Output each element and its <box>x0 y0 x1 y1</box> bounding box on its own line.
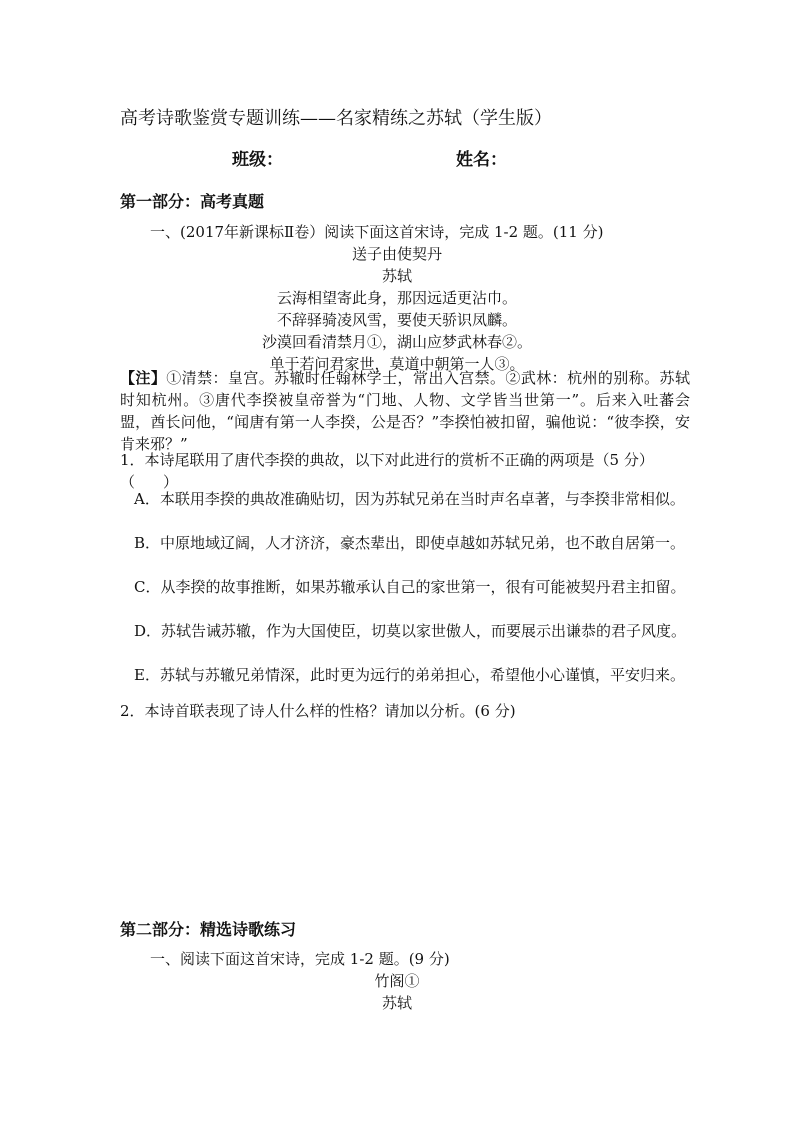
part2-poem-author: 苏轼 <box>381 994 412 1012</box>
part1-poem-line-3: 沙漠回看清禁月①，湖山应梦武林春②。 <box>261 333 532 351</box>
option-d: D．苏轼告诫苏辙，作为大国使臣，切莫以家世傲人，而要展示出谦恭的君子风度。 <box>134 622 687 640</box>
note-label: 【注】 <box>120 369 167 387</box>
option-c: C．从李揆的故事推断，如果苏辙承认自己的家世第一，很有可能被契丹君主扣留。 <box>134 578 686 596</box>
note-text: ①清禁：皇宫。苏辙时任翰林学士，常出入宫禁。②武林：杭州的别称。苏轼时知杭州。③唐代李揆被皇帝誉为“门地、人物、文学皆当世第一”。后来入吐蕃会盟，酋长问他，“闻唐有第一人李揆，公是否？”李揆怕被扣留，骗他说：“彼李揆，安肯来邪？” <box>120 369 690 453</box>
part1-question-intro: 一、(2017年新课标Ⅱ卷）阅读下面这首宋诗，完成 1-2 题。(11 分) <box>150 223 604 241</box>
part2-question-intro: 一、阅读下面这首宋诗，完成 1-2 题。(9 分) <box>150 950 450 968</box>
question-2: 2．本诗首联表现了诗人什么样的性格？请加以分析。(6 分) <box>120 702 516 720</box>
part1-heading: 第一部分：高考真题 <box>120 192 265 211</box>
part2-poem-title: 竹阁① <box>374 972 420 990</box>
option-e: E．苏轼与苏辙兄弟情深，此时更为远行的弟弟担心，希望他小心谨慎，平安归来。 <box>134 666 685 684</box>
option-b: B．中原地域辽阔，人才济济，豪杰辈出，即使卓越如苏轼兄弟，也不敢自居第一。 <box>134 534 686 552</box>
question-1-stem: 1．本诗尾联用了唐代李揆的典故，以下对此进行的赏析不正确的两项是（5 分） <box>120 451 654 469</box>
question-1 <box>120 449 690 493</box>
part1-poem-title: 送子由使契丹 <box>351 245 442 263</box>
document-title: 高考诗歌鉴赏专题训练——名家精练之苏轼（学生版） <box>120 108 552 129</box>
answer-paren: （ ） <box>120 473 179 491</box>
part1-poem-line-4: 单于若问君家世，莫道中朝第一人③。 <box>269 355 525 373</box>
part1-poem-author: 苏轼 <box>381 267 412 285</box>
option-a: A．本联用李揆的典故准确贴切，因为苏轼兄弟在当时声名卓著，与李揆非常相似。 <box>134 490 685 508</box>
part1-poem-line-2: 不辞驿骑凌风雪，要使天骄识凤麟。 <box>276 311 517 329</box>
part2-heading: 第二部分：精选诗歌练习 <box>120 920 297 939</box>
part1-poem-line-1: 云海相望寄此身，那因远适更沾巾。 <box>276 289 517 307</box>
poem-note <box>120 367 690 455</box>
class-label: 班级： <box>232 150 283 170</box>
name-label: 姓名： <box>456 150 507 170</box>
